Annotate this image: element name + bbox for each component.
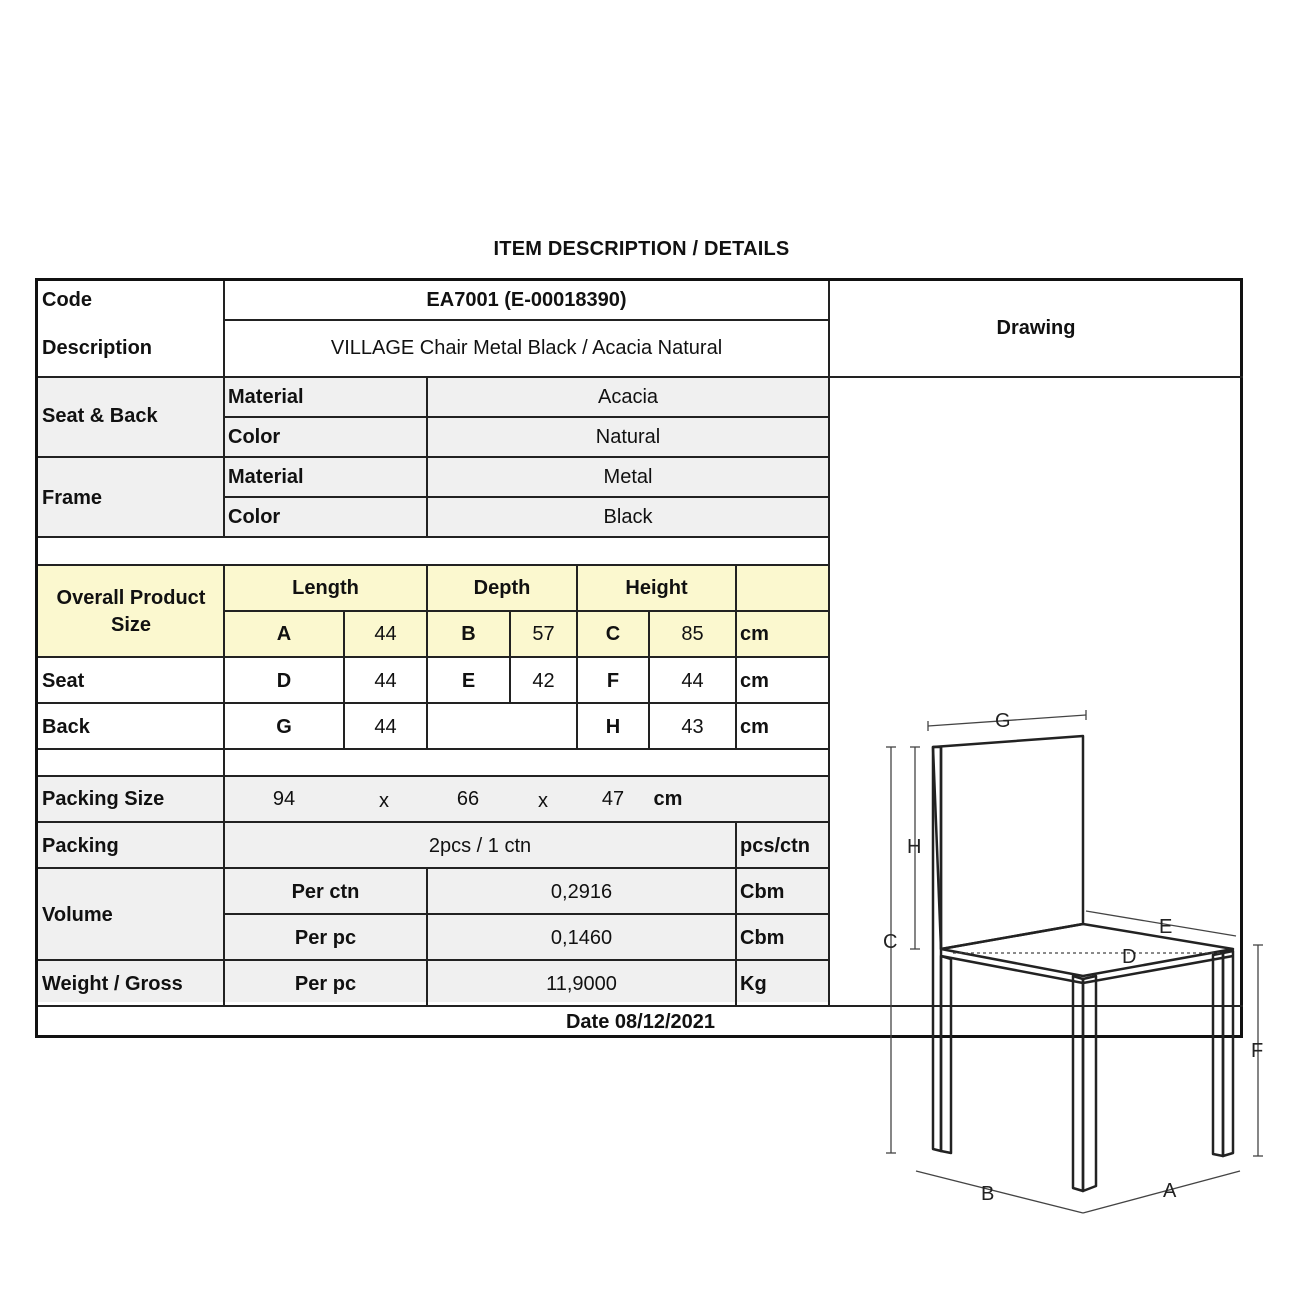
dim-g-label: G	[995, 710, 1011, 732]
packing-height: 47	[601, 788, 625, 810]
seat-e-letter: E	[461, 669, 476, 692]
seat-back-color-label: Color	[228, 425, 281, 448]
dim-d-label: D	[1122, 946, 1137, 968]
back-h-value: 43	[681, 715, 704, 738]
description-value: VILLAGE Chair Metal Black / Acacia Natural	[330, 336, 723, 359]
seat-back-material: Acacia	[597, 385, 659, 408]
overall-a-value: 44	[374, 623, 397, 645]
packing-length: 94	[272, 788, 296, 810]
frame-color: Black	[603, 505, 653, 528]
frame-material: Metal	[603, 465, 653, 488]
packing-size-unit: cm	[653, 788, 683, 810]
seat-label: Seat	[42, 669, 85, 692]
volume-per-ctn: 0,2916	[550, 880, 613, 903]
seat-back-material-label: Material	[228, 385, 304, 408]
document-title: ITEM DESCRIPTION / DETAILS	[493, 238, 790, 260]
frame-material-label: Material	[228, 465, 304, 488]
overall-c-value: 85	[681, 623, 704, 645]
description-label: Description	[42, 336, 153, 359]
overall-c-letter: C	[605, 623, 621, 645]
chair-drawing	[864, 656, 1282, 1284]
weight-unit: Kg	[740, 972, 767, 995]
overall-a-letter: A	[276, 623, 292, 645]
spec-table	[35, 278, 1264, 1205]
height-header: Height	[625, 576, 688, 599]
dim-a-label: A	[1163, 1180, 1177, 1202]
packing-unit: pcs/ctn	[740, 834, 811, 857]
volume-per-ctn-label: Per ctn	[291, 880, 360, 903]
seat-d-value: 44	[374, 669, 397, 692]
dim-h-label: H	[907, 836, 922, 858]
packing-size-label: Packing Size	[42, 788, 165, 810]
back-h-letter: H	[605, 715, 621, 738]
seat-back-label: Seat & Back	[42, 404, 158, 427]
weight-label: Weight / Gross	[42, 972, 183, 995]
seat-back-color: Natural	[595, 425, 661, 448]
dim-c-label: C	[883, 931, 898, 953]
weight-per-label: Per pc	[294, 972, 357, 995]
packing-value: 2pcs / 1 ctn	[428, 834, 532, 857]
dim-f-label: F	[1251, 1040, 1264, 1062]
seat-d-letter: D	[276, 669, 292, 692]
volume-label: Volume	[42, 903, 113, 926]
frame-label: Frame	[42, 486, 103, 509]
packing-width: 66	[456, 788, 480, 810]
packing-x2: x	[538, 790, 548, 812]
seat-e-value: 42	[532, 669, 555, 692]
packing-label: Packing	[42, 834, 119, 857]
frame-color-label: Color	[228, 505, 281, 528]
volume-per-pc: 0,1460	[550, 926, 613, 949]
back-g-letter: G	[276, 715, 292, 738]
depth-header: Depth	[473, 576, 531, 599]
seat-f-value: 44	[681, 669, 704, 692]
overall-b-letter: B	[461, 623, 476, 645]
back-g-value: 44	[374, 715, 397, 738]
overall-size-label: Overall Product Size	[56, 586, 206, 636]
packing-x1: x	[379, 790, 389, 812]
back-label: Back	[42, 715, 90, 738]
length-header: Length	[292, 576, 359, 599]
date: Date 08/12/2021	[565, 1010, 715, 1033]
code-label: Code	[42, 289, 92, 311]
code-value: EA7001 (E-00018390)	[426, 289, 627, 311]
overall-b-value: 57	[532, 623, 555, 645]
overall-unit: cm	[740, 623, 769, 645]
seat-unit: cm	[740, 669, 769, 692]
volume-per-pc-label: Per pc	[294, 926, 357, 949]
drawing-label: Drawing	[996, 317, 1076, 339]
volume-per-ctn-unit: Cbm	[740, 880, 785, 903]
dim-b-label: B	[981, 1183, 995, 1205]
seat-f-letter: F	[606, 669, 620, 692]
back-unit: cm	[740, 715, 769, 738]
dim-e-label: E	[1159, 916, 1173, 938]
volume-per-pc-unit: Cbm	[740, 926, 785, 949]
weight-value: 11,9000	[546, 972, 617, 995]
